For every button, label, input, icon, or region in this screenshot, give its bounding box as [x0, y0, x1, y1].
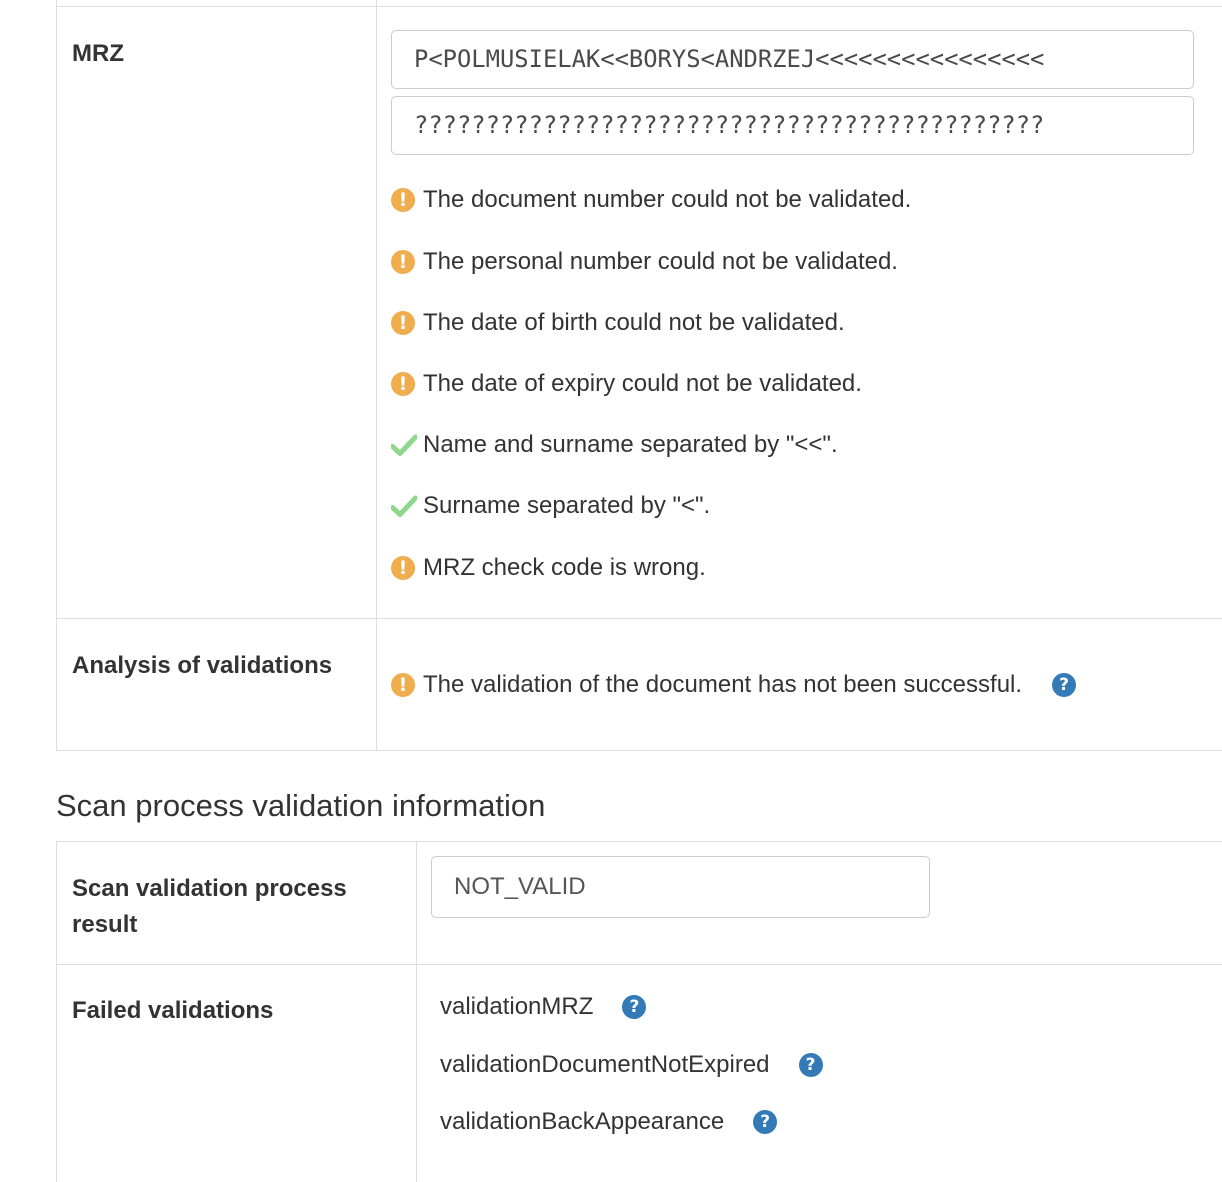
mrz-message-text: MRZ check code is wrong. — [423, 554, 706, 581]
failed-validation-item — [440, 1050, 823, 1080]
analysis-message-text: The validation of the document has not been successful. — [423, 671, 1023, 698]
check-icon — [391, 433, 417, 457]
failed-validation-name: validationMRZ — [440, 993, 594, 1020]
mrz-message-text: The date of expiry could not be validated. — [423, 370, 862, 397]
mrz-label: MRZ — [72, 40, 124, 67]
question-circle-icon[interactable]: ? — [1052, 673, 1076, 697]
scan-validation-table — [56, 841, 1222, 1182]
analysis-label: Analysis of validations — [72, 652, 333, 679]
mrz-message-text: The document number could not be validated. — [423, 186, 912, 213]
mrz-message-item — [391, 491, 710, 521]
warning-icon: ! — [391, 673, 415, 697]
mrz-line-2-field[interactable]: ???????????????????????????????????????????? — [391, 96, 1194, 155]
scan-result-label-line1: Scan validation process — [72, 875, 347, 902]
table-row-divider — [57, 964, 1222, 965]
scan-result-label-line2: result — [72, 911, 138, 938]
scan-result-label — [57, 842, 58, 843]
mrz-message-item — [391, 430, 838, 460]
mrz-line-1-field[interactable]: P<POLMUSIELAK<<BORYS<ANDRZEJ<<<<<<<<<<<<<<<< — [391, 30, 1194, 89]
failed-validation-item — [440, 992, 646, 1022]
mrz-message-item — [391, 247, 898, 277]
mrz-message-item — [391, 553, 706, 583]
mrz-message-text: The personal number could not be validated. — [423, 248, 898, 275]
analysis-message — [391, 670, 1076, 700]
table-column-divider — [416, 842, 417, 1182]
section-title: Scan process validation information — [56, 788, 546, 823]
mrz-message-item — [391, 308, 845, 338]
warning-icon: ! — [391, 556, 415, 580]
table-row-divider — [57, 618, 1222, 619]
table-row-divider — [57, 6, 1222, 7]
warning-icon: ! — [391, 188, 415, 212]
failed-validation-item — [440, 1107, 777, 1137]
warning-icon: ! — [391, 372, 415, 396]
mrz-validation-table — [56, 0, 1222, 751]
warning-icon: ! — [391, 250, 415, 274]
table-column-divider — [376, 0, 377, 750]
warning-icon: ! — [391, 311, 415, 335]
mrz-message-text: Name and surname separated by "<<". — [423, 431, 838, 458]
failed-validation-name: validationBackAppearance — [440, 1108, 725, 1135]
failed-validation-name: validationDocumentNotExpired — [440, 1051, 770, 1078]
mrz-message-item — [391, 185, 911, 215]
mrz-message-item — [391, 369, 862, 399]
question-circle-icon[interactable]: ? — [753, 1110, 777, 1134]
question-circle-icon[interactable]: ? — [799, 1053, 823, 1077]
check-icon — [391, 494, 417, 518]
mrz-message-text: The date of birth could not be validated. — [423, 309, 845, 336]
failed-validations-label: Failed validations — [72, 997, 274, 1024]
mrz-message-text: Surname separated by "<". — [423, 492, 711, 519]
scan-result-field[interactable]: NOT_VALID — [431, 856, 930, 918]
question-circle-icon[interactable]: ? — [622, 995, 646, 1019]
